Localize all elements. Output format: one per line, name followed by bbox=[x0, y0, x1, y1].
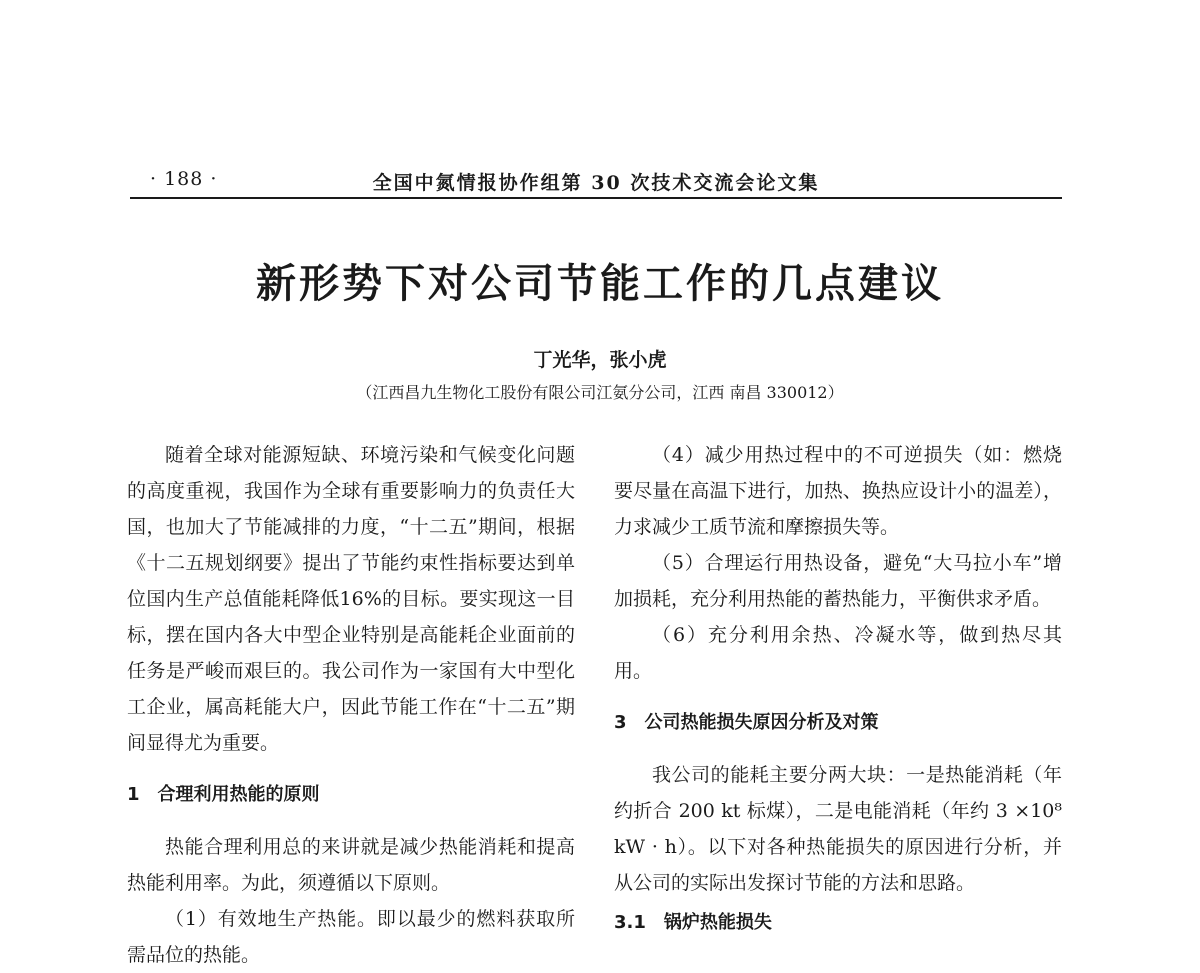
item-5: （5）合理运行用热设备，避免“大马拉小车”增加损耗，充分利用热能的蓄热能力，平衡供求矛盾。 bbox=[614, 552, 1062, 610]
intro-paragraph: 随着全球对能源短缺、环境污染和气候变化问题的高度重视，我国作为全球有重要影响力的负责任大国，也加大了节能减排的力度，“十二五”期间，根据《十二五规划纲要》提出了节能约束性指标要达到单位国内生产总值能耗降低16%的目标。要实现这一目标，摆在国内各大中型企业特别是高能耗企业面前的任务是严峻而艰巨的。我公司作为一家国有大中型化工企业，属高耗能大户，因此节能工作在“十二五”期间显得尤为重要。 bbox=[127, 444, 575, 754]
authors: 丁光华，张小虎 bbox=[533, 349, 667, 371]
section-3-heading: 3 公司热能损失原因分析及对策 bbox=[614, 712, 879, 733]
right-column bbox=[614, 437, 1062, 957]
section-1-paragraph: 热能合理利用总的来讲就是减少热能消耗和提高热能利用率。为此，须遵循以下原则。 bbox=[127, 836, 575, 894]
affiliation: （江西昌九生物化工股份有限公司江氨分公司，江西 南昌 330012） bbox=[356, 383, 844, 402]
left-column bbox=[127, 437, 575, 973]
page-number: · 188 · bbox=[150, 168, 218, 190]
section-3-paragraph: 我公司的能耗主要分两大块：一是热能消耗（年约折合 200 kt 标煤），二是电能消耗（年约 3 ×10⁸ kW · h）。以下对各种热能损失的原因进行分析，并从公司的实际出发探讨节能的方法和思路。 bbox=[614, 764, 1062, 894]
article-title: 新形势下对公司节能工作的几点建议 bbox=[256, 260, 944, 307]
section-3-1-heading: 3.1 锅炉热能损失 bbox=[614, 912, 772, 933]
running-header bbox=[130, 162, 1062, 198]
header-rule bbox=[130, 197, 1062, 199]
item-1: （1）有效地生产热能。即以最少的燃料获取所需品位的热能。 bbox=[127, 908, 575, 966]
running-title: 全国中氮情报协作组第 30 次技术交流会论文集 bbox=[372, 172, 820, 194]
section-1-heading: 1 合理利用热能的原则 bbox=[127, 784, 320, 805]
item-4: （4）减少用热过程中的不可逆损失（如：燃烧要尽量在高温下进行，加热、换热应设计小的温差），力求减少工质节流和摩擦损失等。 bbox=[614, 444, 1062, 538]
item-6: （6）充分利用余热、冷凝水等，做到热尽其用。 bbox=[614, 624, 1062, 682]
